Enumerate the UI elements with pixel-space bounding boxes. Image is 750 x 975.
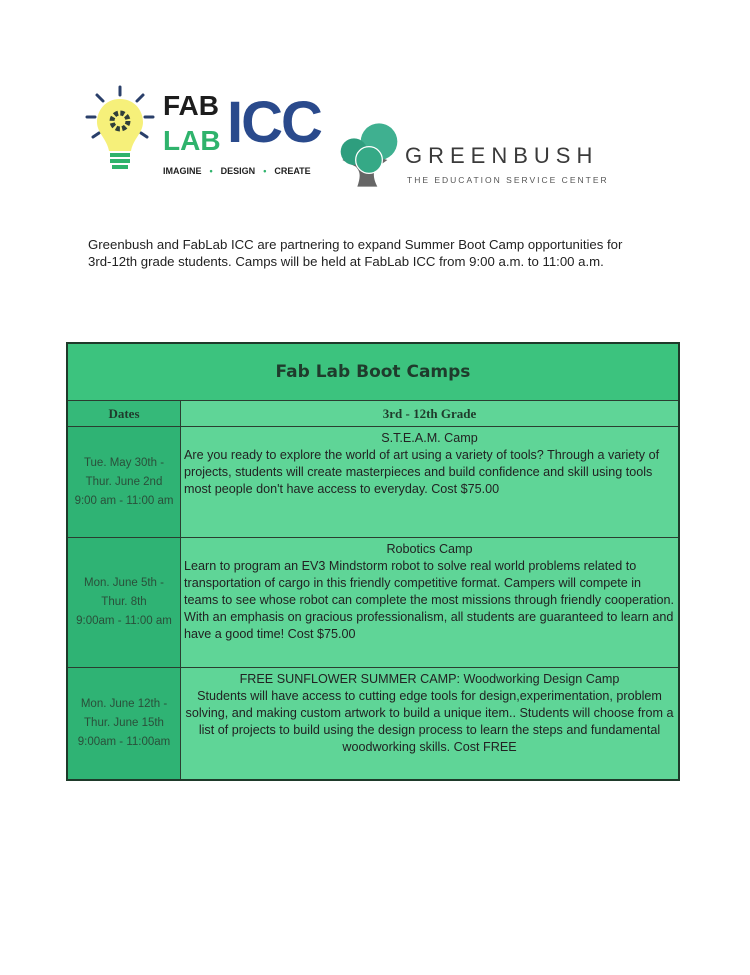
greenbush-subtitle: THE EDUCATION SERVICE CENTER: [407, 175, 609, 185]
fablab-tagline: IMAGINE • DESIGN • CREATE: [163, 166, 311, 176]
header-logos: [85, 85, 609, 200]
camp-title: S.T.E.A.M. Camp: [381, 431, 478, 445]
intro-paragraph: Greenbush and FabLab ICC are partnering to expand Summer Boot Camp opportunities for 3rd-12th grade students. Camps will be held at FabLab ICC from 9:00 a.m. to 11:00 a.m.: [88, 237, 623, 269]
camp-details: [181, 427, 680, 538]
table-header-row: [67, 401, 679, 427]
table-title-row: [67, 343, 679, 401]
date-end: Thur. June 15th: [84, 716, 164, 729]
table-row: [67, 668, 679, 780]
camp-details: [181, 668, 680, 780]
date-start: Mon. June 12th -: [80, 697, 168, 710]
camp-details: [181, 538, 680, 668]
time-range: 9:00 am - 11:00 am: [74, 494, 174, 507]
date-start: Mon. June 5th -: [84, 577, 164, 589]
camp-title: Robotics Camp: [386, 542, 473, 556]
greenbush-name: GREENBUSH: [405, 143, 599, 168]
date-end: Thur. June 2nd: [85, 475, 163, 488]
camp-dates: [67, 427, 181, 538]
table-title: Fab Lab Boot Camps: [67, 343, 679, 401]
camp-description: Students will have access to cutting edge tools for design,experimentation, problem solving, and making custom artwork to build a unique item.. Students will choose from a list of projects to build using the design process to learn the steps and fundamental woodworking skills. Cost FREE: [185, 689, 674, 754]
fablab-logo-lab: LAB: [163, 125, 221, 156]
date-start: Tue. May 30th -: [83, 456, 165, 469]
fablab-logo-fab: FAB: [163, 90, 219, 121]
date-end: Thur. 8th: [101, 596, 147, 608]
camp-dates: [67, 668, 181, 780]
camp-dates: [67, 538, 181, 668]
tagline-design: DESIGN: [220, 166, 256, 176]
boot-camps-table: [66, 342, 680, 781]
time-range: 9:00am - 11:00 am: [76, 615, 172, 627]
camp-title: FREE SUNFLOWER SUMMER CAMP: Woodworking Design Camp: [239, 672, 620, 686]
tagline-create: CREATE: [274, 166, 311, 176]
header-grade: 3rd - 12th Grade: [181, 401, 680, 427]
table-row: [67, 538, 679, 668]
camp-description: Are you ready to explore the world of art using a variety of tools? Through a variety of projects, students will create masterpieces and build confidence and skill using tools most people don't have access to everyday. Cost $75.00: [184, 448, 660, 496]
header-dates: Dates: [67, 401, 181, 427]
greenbush-tree-icon: [339, 115, 399, 195]
time-range: 9:00am - 11:00am: [77, 735, 171, 748]
table-row: [67, 427, 679, 538]
fablab-logo-icc: ICC: [227, 90, 321, 155]
tagline-imagine: IMAGINE: [163, 166, 202, 176]
camp-description: Learn to program an EV3 Mindstorm robot to solve real world problems related to transportation of cargo in this friendly competitive format. Campers will compete in teams to see whose robot can complete the most missions through friendly cooperation. With an emphasis on gracious professionalism, all students are guaranteed to learn and have a good time! Cost $75.00: [184, 559, 675, 641]
lightbulb-gear-icon: [85, 85, 155, 180]
